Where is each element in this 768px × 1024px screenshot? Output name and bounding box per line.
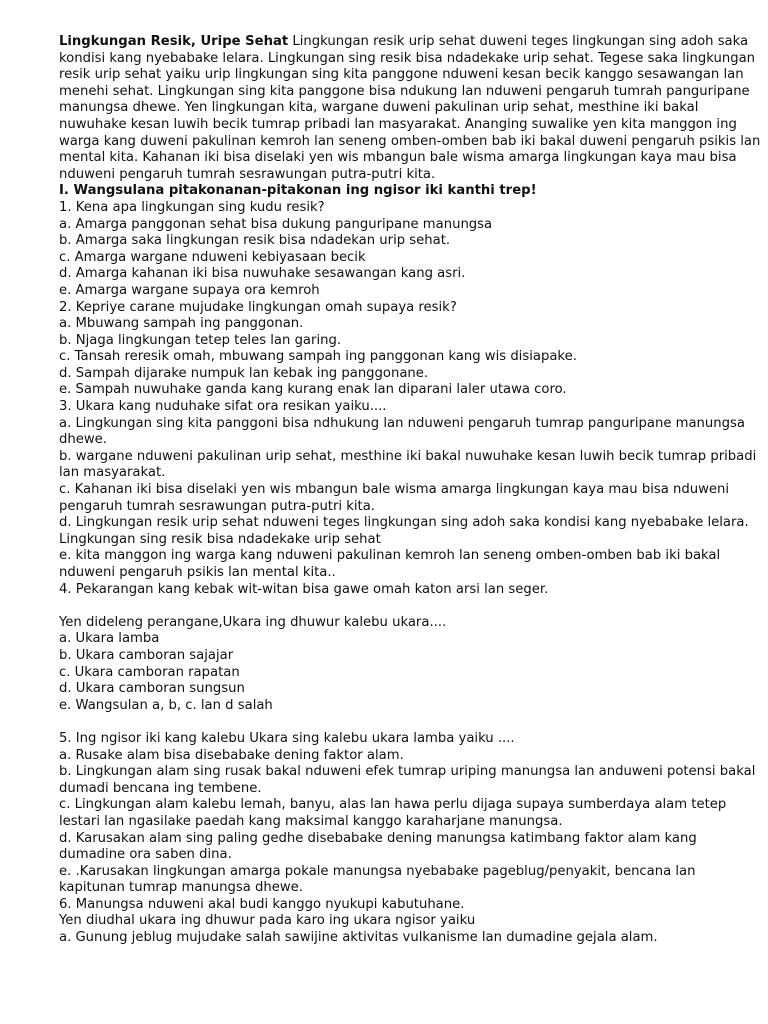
option-e: e. .Karusakan lingkungan amarga pokale manungsa nyebabake pageblug/penyakit, bencana lan kapitunan tumrap manungsa dhewe. [59, 863, 696, 896]
question-4 [59, 582, 765, 715]
section-heading: I. Wangsulana pitakonanan-pitakonan ing ngisor iki kanthi trep! [59, 183, 537, 199]
question-6 [59, 897, 765, 947]
option-c: c. Lingkungan alam kalebu lemah, banyu, alas lan hawa perlu dijaga supaya sumberdaya alam tetep lestari lan ngasilake paedah kang maksimal kanggo karaharjane manungsa. [59, 797, 727, 829]
option-a: a. Lingkungan sing kita panggoni bisa ndhukung lan nduweni pengaruh tumrap panguripane manungsa dhewe. [59, 415, 745, 448]
option-c: c. Tansah reresik omah, mbuwang sampah ing panggonan kang wis disiapake. [59, 349, 577, 365]
option-c: c. Amarga wargane nduweni kebiyasaan becik [59, 249, 366, 265]
document-page [59, 34, 765, 947]
option-e: e. Wangsulan a, b, c. lan d salah [59, 697, 273, 713]
option-d: d. Sampah dijarake numpuk lan kebak ing panggonane. [59, 365, 429, 381]
option-e: e. kita manggon ing warga kang nduweni pakulinan kemroh lan seneng omben-omben bab iki bakal nduweni pengaruh psikis lan mental kita.. [59, 548, 721, 580]
question-prompt: Yen dideleng perangane,Ukara ing dhuwur kalebu ukara.... [59, 614, 447, 630]
option-c: c. Ukara camboran rapatan [59, 664, 240, 680]
option-b: b. Ukara camboran sajajar [59, 647, 234, 663]
question-5 [59, 731, 765, 897]
option-d: d. Ukara camboran sungsun [59, 681, 245, 697]
option-e: e. Amarga wargane supaya ora kemroh [59, 282, 320, 298]
question-text: 1. Kena apa lingkungan sing kudu resik? [59, 199, 325, 215]
option-d: d. Amarga kahanan iki bisa nuwuhake sesawangan kang asri. [59, 266, 466, 282]
question-text: 5. Ing ngisor iki kang kalebu Ukara sing kalebu ukara lamba yaiku .... [59, 730, 515, 746]
option-b: b. Lingkungan alam sing rusak bakal nduweni efek tumrap uriping manungsa lan anduweni potensi bakal dumadi bencana ing tembene. [59, 764, 756, 796]
option-c: c. Kahanan iki bisa diselaki yen wis mbangun bale wisma amarga lingkungan kaya mau bisa nduweni pengaruh tumrah sesrawungan putra-putri kita. [59, 482, 730, 514]
question-3 [59, 399, 765, 582]
option-e: e. Sampah nuwuhake ganda kang kurang enak lan diparani laler utawa coro. [59, 382, 567, 398]
option-a: a. Amarga panggonan sehat bisa dukung panguripane manungsa [59, 216, 493, 232]
question-2 [59, 300, 765, 400]
option-a: a. Ukara lamba [59, 631, 160, 647]
option-a: a. Mbuwang sampah ing panggonan. [59, 316, 304, 332]
intro-paragraph [59, 34, 765, 183]
option-b: b. Njaga lingkungan tetep teles lan garing. [59, 332, 342, 348]
document-title: Lingkungan Resik, Uripe Sehat [59, 34, 289, 49]
question-text: 2. Kepriye carane mujudake lingkungan omah supaya resik? [59, 299, 457, 315]
question-text: 4. Pekarangan kang kebak wit-witan bisa gawe omah katon arsi lan seger. [59, 581, 549, 597]
blank-line [59, 598, 765, 615]
question-1 [59, 200, 765, 300]
option-a: a. Rusake alam bisa disebabake dening faktor alam. [59, 747, 404, 763]
question-text: 3. Ukara kang nuduhake sifat ora resikan yaiku.... [59, 399, 387, 415]
option-d: d. Lingkungan resik urip sehat nduweni teges lingkungan sing adoh saka kondisi kang nyebabake lelara. Lingkungan sing resik bisa ndadekake urip sehat [59, 515, 749, 547]
option-d: d. Karusakan alam sing paling gedhe disebabake dening manungsa katimbang faktor alam kang dumadine ora saben dina. [59, 830, 697, 863]
option-a: a. Gunung jeblug mujudake salah sawijine aktivitas vulkanisme lan dumadine gejala alam. [59, 930, 658, 946]
intro-text: Lingkungan resik urip sehat duweni teges lingkungan sing adoh saka kondisi kang nyebabake lelara. Lingkungan sing resik bisa ndadekake urip sehat. Tegese saka lingkungan resik urip sehat yaiku urip lingkungan sing kita panggone nduweni kesan becik kanggo sesawangan lan menehi sehat. Lingkungan sing kita panggone bisa ndukung lan nduweni pengaruh tumrah panguripane manungsa dhewe. Yen lingkungan kita, wargane duweni pakulinan urip sehat, mesthine iki bakal nuwuhake kesan luwih becik tumrap pribadi lan masyarakat. Ananging suwalike yen kita manggon ing warga kang duweni pakulinan kemroh lan seneng omben-omben bab iki bakal duweni pengaruh psikis lan mental kita. Kahanan iki bisa diselaki yen wis mbangun bale wisma amarga lingkungan kaya mau bisa nduweni pengaruh tumrah sesrawungan putra-putri kita. [59, 34, 761, 182]
question-prompt: Yen diudhal ukara ing dhuwur pada karo ing ukara ngisor yaiku [59, 913, 476, 929]
option-b: b. wargane nduweni pakulinan urip sehat, mesthine iki bakal nuwuhake kesan luwih becik tumrap pribadi lan masyarakat. [59, 448, 757, 481]
option-b: b. Amarga saka lingkungan resik bisa ndadekan urip sehat. [59, 233, 451, 249]
blank-line [59, 714, 765, 731]
question-text: 6. Manungsa nduweni akal budi kanggo nyukupi kabutuhane. [59, 896, 465, 912]
